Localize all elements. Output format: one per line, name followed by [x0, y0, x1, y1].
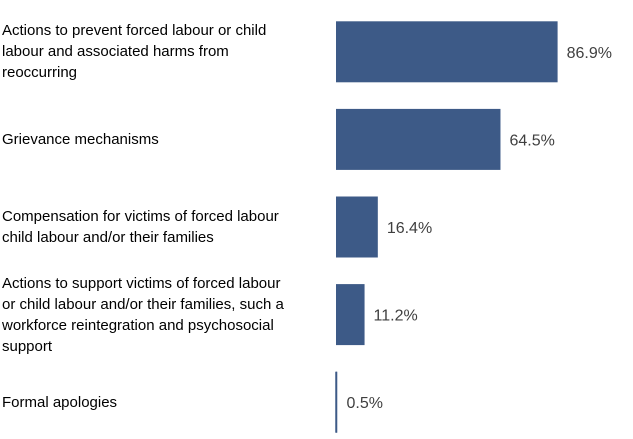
- bar: [336, 372, 337, 433]
- data-label: 16.4%: [386, 220, 433, 237]
- bar: [336, 284, 365, 345]
- bar: [336, 21, 558, 82]
- bar: [336, 197, 378, 258]
- data-label: 0.5%: [346, 395, 383, 413]
- category-label: Actions to prevent forced labour or child labour and associated harms from reoccurring: [2, 22, 267, 82]
- data-label: 64.5%: [509, 132, 555, 150]
- data-label: 86.9%: [566, 44, 612, 62]
- data-label: 11.2%: [373, 307, 418, 325]
- category-label: Grievance mechanisms: [2, 130, 159, 148]
- bar: [336, 109, 500, 170]
- category-label: Compensation for victims of forced labour child labour and/or their families: [2, 208, 279, 246]
- category-label: Actions to support victims of forced labour or child labour and/or their families, such a workforce reintegration and psychosocial support: [2, 274, 284, 355]
- category-label: Formal apologies: [2, 393, 118, 411]
